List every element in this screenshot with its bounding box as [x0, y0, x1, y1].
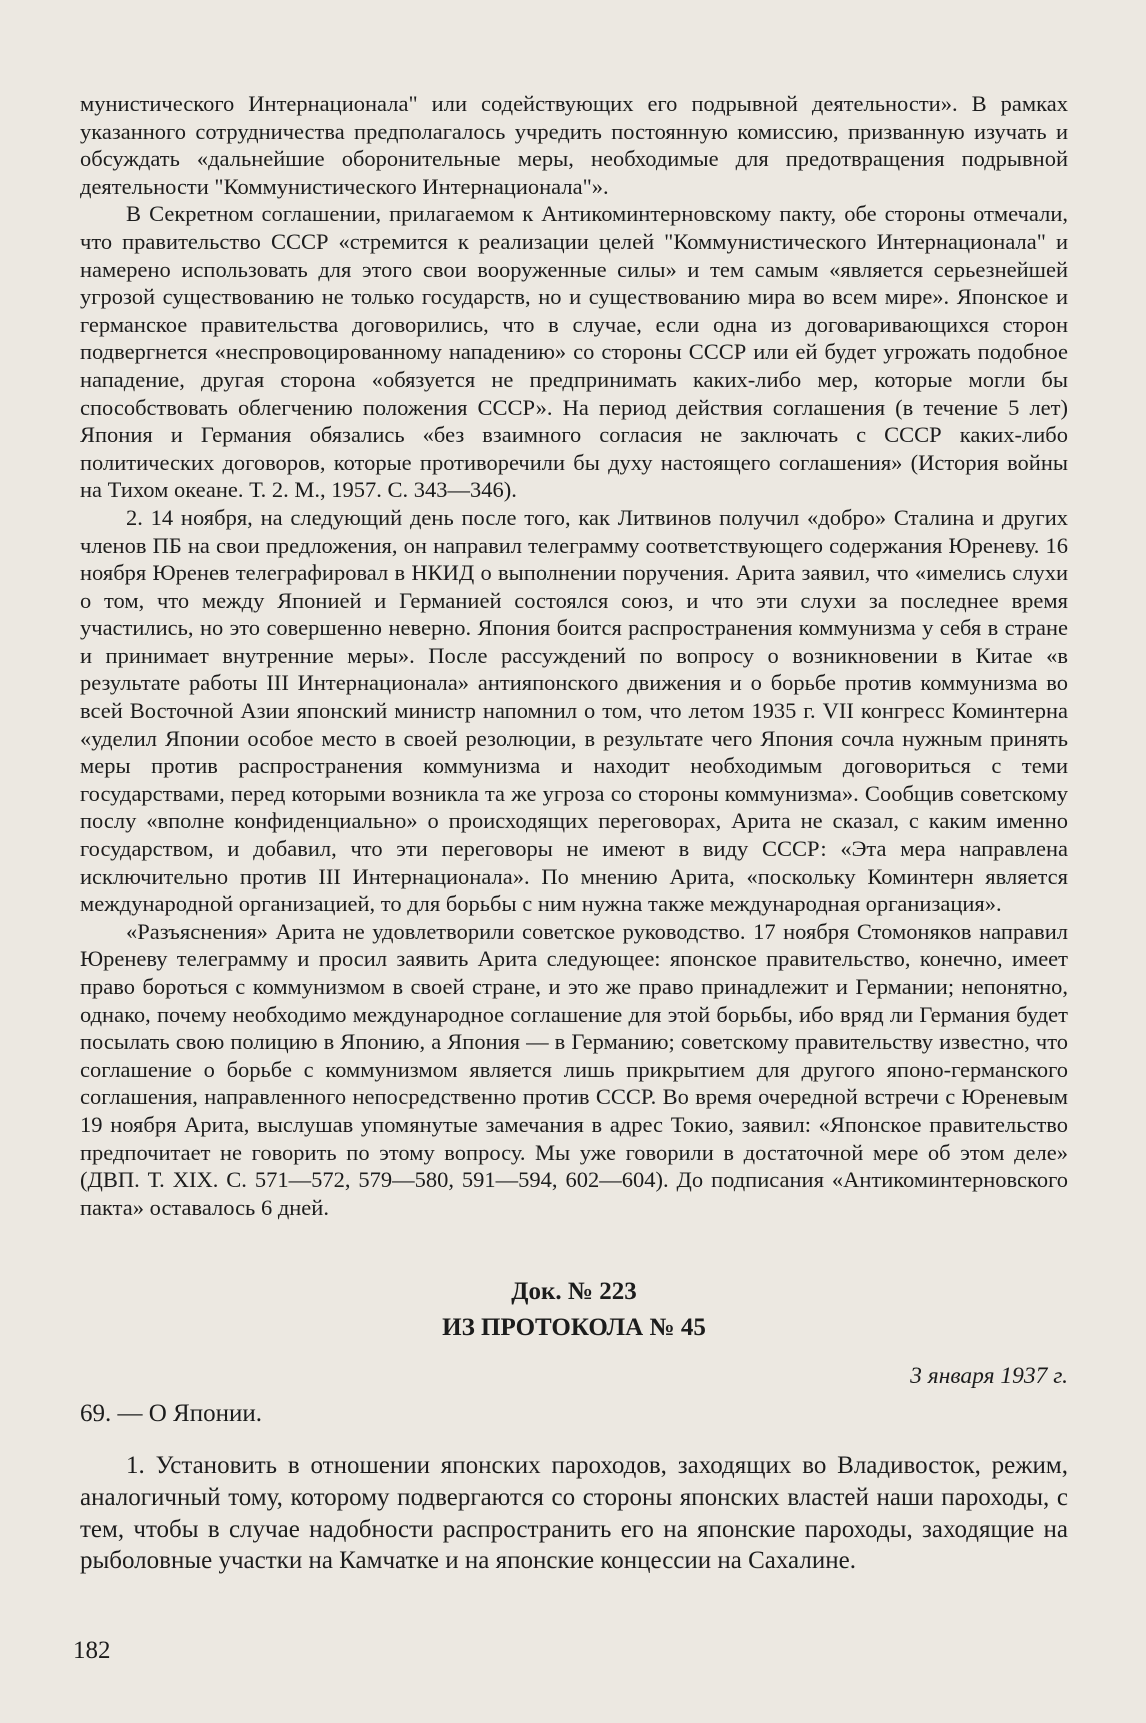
document-date: 3 января 1937 г.	[910, 1363, 1068, 1390]
protocol-item-heading: 69. — О Японии.	[80, 1400, 262, 1428]
page-number: 182	[73, 1637, 111, 1664]
paragraph-note-2: 2. 14 ноября, на следующий день после того, как Литвинов получил «добро» Сталина и других членов ПБ на свои предложения, он направил телеграмму соответствующего содержания Юреневу. 16 ноября Юренев телеграфировал в НКИД о выполнении поручения. Арита заявил, что «имелись слухи о том, что между Японией и Германией состоялся союз, и что эти слухи за последнее время участились, но это совершенно неверно. Япония боится распространения коммунизма у себя в стране и принимает внутренние меры». После рассуждений по вопросу о возникновении в Китае «в результате работы III Интернационала» антияпонского движения и о борьбе против коммунизма во всей Восточной Азии японский министр напомнил о том, что летом 1935 г. VII конгресс Коминтерна «уделил Японии особое место в своей резолюции, в результате чего Япония сочла нужным принять меры против распространения коммунизма и находит необходимым договориться с теми государствами, перед которыми возникла та же угроза со стороны коммунизма». Сообщив советскому послу «вполне конфиденциально» о происходящих переговорах, Арита не сказал, с каким именно государством, и добавил, что эти переговоры не имеют в виду СССР: «Эта мера направлена исключительно против III Интернационала». По мнению Арита, «поскольку Коминтерн является международной организацией, то для борьбы с ним нужна также международная организация».	[80, 504, 1068, 917]
page-content	[80, 90, 1068, 1577]
document-header	[80, 1274, 1068, 1346]
paragraph-continuation: мунистического Интернационала" или содействующих его подрывной деятельности». В рамках указанного сотрудничества предполагалось учредить постоянную комиссию, призванную изучать и обсуждать «дальнейшие оборонительные меры, необходимые для предотвращения подрывной деятельности "Коммунистического Интернационала"».	[80, 91, 1068, 199]
paragraph-explanations: «Разъяснения» Арита не удовлетворили советское руководство. 17 ноября Стомоняков направил Юреневу телеграмму и просил заявить Арита следующее: японское правительство, конечно, имеет право бороться с коммунизмом в своей стране, и это же право принадлежит и Германии; непонятно, однако, почему необходимо международное соглашение для этой борьбы, ибо вряд ли Германия будет посылать свою полицию в Японию, а Япония — в Германию; советскому правительству известно, что соглашение о борьбе с коммунизмом является лишь прикрытием для другого японо-германского соглашения, направленного непосредственно против СССР. Во время очередной встречи с Юреневым 19 ноября Арита, выслушав упомянутые замечания в адрес Токио, заявил: «Японское правительство предпочитает не говорить по этому вопросу. Мы уже говорили в достаточной мере об этом деле» (ДВП. Т. XIX. С. 571—572, 579—580, 591—594, 602—604). До подписания «Антикоминтерновского пакта» оставалось 6 дней.	[80, 918, 1068, 1220]
protocol-resolution-text: 1. Установить в отношении японских пароходов, заходящих во Владивосток, режим, аналогичный тому, которому подвергаются со стороны японских властей наши пароходы, с тем, чтобы в случае надобности распространить его на японские пароходы, заходящие на рыболовные участки на Камчатке и на японские концессии на Сахалине.	[80, 1452, 1068, 1575]
document-title: ИЗ ПРОТОКОЛА № 45	[442, 1314, 706, 1342]
document-number: Док. № 223	[511, 1278, 637, 1306]
commentary-text	[80, 90, 1068, 1221]
paragraph-secret-agreement: В Секретном соглашении, прилагаемом к Антикоминтерновскому пакту, обе стороны отмечали, что правительство СССР «стремится к реализации целей "Коммунистического Интернационала" и намерено использовать для этого свои вооруженные силы» и тем самым «является серьезнейшей угрозой существованию не только государств, но и существованию мира во всем мире». Японское и германское правительства договорились, что в случае, если одна из договаривающихся сторон подвергнется «неспровоцированному нападению» со стороны СССР или ей будет угрожать подобное нападение, другая сторона «обязуется не предпринимать каких-либо мер, которые могли бы способствовать облегчению положения СССР». На период действия соглашения (в течение 5 лет) Япония и Германия обязались «без взаимного согласия не заключать с СССР каких-либо политических договоров, которые противоречили бы духу настоящего соглашения» (История войны на Тихом океане. Т. 2. М., 1957. С. 343—346).	[80, 201, 1068, 503]
